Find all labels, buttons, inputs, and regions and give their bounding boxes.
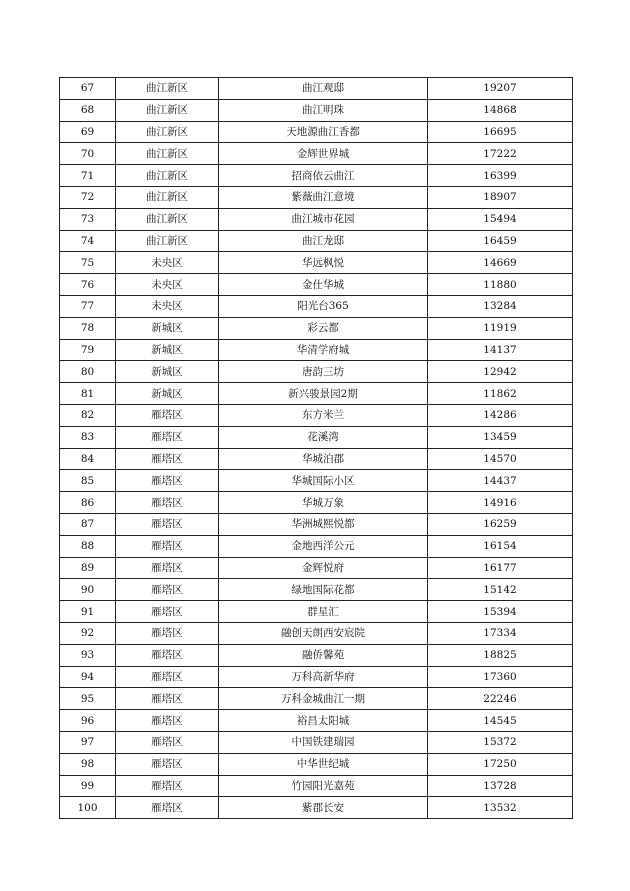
project-name-cell: 金仕华城 — [219, 274, 428, 296]
row-number-cell: 95 — [60, 688, 116, 710]
district-cell: 雁塔区 — [116, 404, 219, 426]
price-cell: 17250 — [428, 753, 573, 775]
price-cell: 14916 — [428, 492, 573, 514]
table-row — [60, 143, 573, 165]
row-number-cell: 68 — [60, 99, 116, 121]
row-number-cell: 78 — [60, 317, 116, 339]
project-name-cell: 曲江观邸 — [219, 78, 428, 100]
project-name-cell: 紫薇曲江意境 — [219, 186, 428, 208]
project-name-cell: 花溪湾 — [219, 426, 428, 448]
row-number-cell: 85 — [60, 470, 116, 492]
row-number-cell: 82 — [60, 404, 116, 426]
project-name-cell: 中华世纪城 — [219, 753, 428, 775]
row-number-cell: 83 — [60, 426, 116, 448]
price-cell: 16154 — [428, 535, 573, 557]
row-number-cell: 69 — [60, 121, 116, 143]
row-number-cell: 74 — [60, 230, 116, 252]
district-cell: 未央区 — [116, 252, 219, 274]
district-cell: 雁塔区 — [116, 731, 219, 753]
district-cell: 雁塔区 — [116, 688, 219, 710]
table-row — [60, 274, 573, 296]
table-row — [60, 317, 573, 339]
table-row — [60, 383, 573, 405]
price-cell: 14570 — [428, 448, 573, 470]
table-row — [60, 165, 573, 187]
project-name-cell: 曲江龙邸 — [219, 230, 428, 252]
row-number-cell: 86 — [60, 492, 116, 514]
table-row — [60, 731, 573, 753]
row-number-cell: 87 — [60, 513, 116, 535]
price-cell: 17334 — [428, 622, 573, 644]
table-row — [60, 775, 573, 797]
district-cell: 雁塔区 — [116, 579, 219, 601]
price-cell: 19207 — [428, 78, 573, 100]
row-number-cell: 70 — [60, 143, 116, 165]
table-row — [60, 688, 573, 710]
project-name-cell: 紫郡长安 — [219, 797, 428, 819]
district-cell: 新城区 — [116, 383, 219, 405]
row-number-cell: 84 — [60, 448, 116, 470]
district-cell: 雁塔区 — [116, 666, 219, 688]
table-row — [60, 78, 573, 100]
price-cell: 17222 — [428, 143, 573, 165]
district-cell: 雁塔区 — [116, 797, 219, 819]
district-cell: 雁塔区 — [116, 448, 219, 470]
project-name-cell: 华洲城熙悦都 — [219, 513, 428, 535]
price-table — [59, 77, 573, 819]
row-number-cell: 80 — [60, 361, 116, 383]
district-cell: 雁塔区 — [116, 513, 219, 535]
district-cell: 雁塔区 — [116, 492, 219, 514]
price-cell: 16695 — [428, 121, 573, 143]
table-row — [60, 404, 573, 426]
district-cell: 曲江新区 — [116, 208, 219, 230]
price-cell: 15394 — [428, 601, 573, 623]
project-name-cell: 阳光台365 — [219, 295, 428, 317]
project-name-cell: 金地西洋公元 — [219, 535, 428, 557]
table-row — [60, 361, 573, 383]
project-name-cell: 裕昌太阳城 — [219, 710, 428, 732]
district-cell: 曲江新区 — [116, 143, 219, 165]
price-cell: 14286 — [428, 404, 573, 426]
project-name-cell: 万科高新华府 — [219, 666, 428, 688]
price-cell: 11880 — [428, 274, 573, 296]
row-number-cell: 79 — [60, 339, 116, 361]
table-row — [60, 644, 573, 666]
row-number-cell: 77 — [60, 295, 116, 317]
table-row — [60, 230, 573, 252]
row-number-cell: 100 — [60, 797, 116, 819]
district-cell: 曲江新区 — [116, 99, 219, 121]
project-name-cell: 群星汇 — [219, 601, 428, 623]
table-body — [60, 78, 573, 819]
district-cell: 雁塔区 — [116, 710, 219, 732]
project-name-cell: 新兴骏景园2期 — [219, 383, 428, 405]
district-cell: 雁塔区 — [116, 601, 219, 623]
district-cell: 曲江新区 — [116, 186, 219, 208]
project-name-cell: 华城国际小区 — [219, 470, 428, 492]
price-cell: 14669 — [428, 252, 573, 274]
project-name-cell: 融创天朗西安宸院 — [219, 622, 428, 644]
row-number-cell: 72 — [60, 186, 116, 208]
table-row — [60, 295, 573, 317]
project-name-cell: 中国铁建瑞园 — [219, 731, 428, 753]
price-cell: 12942 — [428, 361, 573, 383]
row-number-cell: 98 — [60, 753, 116, 775]
row-number-cell: 90 — [60, 579, 116, 601]
table-row — [60, 797, 573, 819]
project-name-cell: 华城万象 — [219, 492, 428, 514]
price-cell: 22246 — [428, 688, 573, 710]
project-name-cell: 金辉悦府 — [219, 557, 428, 579]
price-cell: 13532 — [428, 797, 573, 819]
project-name-cell: 华清学府城 — [219, 339, 428, 361]
table-row — [60, 492, 573, 514]
document-page — [59, 77, 572, 819]
price-cell: 16259 — [428, 513, 573, 535]
district-cell: 曲江新区 — [116, 230, 219, 252]
district-cell: 未央区 — [116, 274, 219, 296]
project-name-cell: 招商依云曲江 — [219, 165, 428, 187]
district-cell: 雁塔区 — [116, 644, 219, 666]
row-number-cell: 89 — [60, 557, 116, 579]
price-cell: 18825 — [428, 644, 573, 666]
row-number-cell: 94 — [60, 666, 116, 688]
table-row — [60, 339, 573, 361]
table-row — [60, 753, 573, 775]
district-cell: 新城区 — [116, 317, 219, 339]
project-name-cell: 万科金城曲江一期 — [219, 688, 428, 710]
table-row — [60, 426, 573, 448]
price-cell: 13728 — [428, 775, 573, 797]
district-cell: 雁塔区 — [116, 775, 219, 797]
district-cell: 雁塔区 — [116, 622, 219, 644]
district-cell: 雁塔区 — [116, 535, 219, 557]
project-name-cell: 天地源曲江香都 — [219, 121, 428, 143]
row-number-cell: 99 — [60, 775, 116, 797]
row-number-cell: 81 — [60, 383, 116, 405]
district-cell: 雁塔区 — [116, 426, 219, 448]
table-row — [60, 557, 573, 579]
district-cell: 未央区 — [116, 295, 219, 317]
table-row — [60, 622, 573, 644]
row-number-cell: 88 — [60, 535, 116, 557]
district-cell: 曲江新区 — [116, 121, 219, 143]
district-cell: 曲江新区 — [116, 78, 219, 100]
table-row — [60, 186, 573, 208]
price-cell: 14437 — [428, 470, 573, 492]
price-cell: 18907 — [428, 186, 573, 208]
project-name-cell: 华远枫悦 — [219, 252, 428, 274]
price-cell: 15142 — [428, 579, 573, 601]
project-name-cell: 曲江明珠 — [219, 99, 428, 121]
table-row — [60, 579, 573, 601]
price-cell: 16459 — [428, 230, 573, 252]
price-cell: 14868 — [428, 99, 573, 121]
price-cell: 17360 — [428, 666, 573, 688]
project-name-cell: 彩云都 — [219, 317, 428, 339]
row-number-cell: 93 — [60, 644, 116, 666]
row-number-cell: 96 — [60, 710, 116, 732]
price-cell: 16177 — [428, 557, 573, 579]
project-name-cell: 绿地国际花都 — [219, 579, 428, 601]
district-cell: 雁塔区 — [116, 753, 219, 775]
district-cell: 新城区 — [116, 361, 219, 383]
district-cell: 雁塔区 — [116, 557, 219, 579]
project-name-cell: 东方米兰 — [219, 404, 428, 426]
project-name-cell: 融侨馨苑 — [219, 644, 428, 666]
district-cell: 曲江新区 — [116, 165, 219, 187]
price-cell: 14545 — [428, 710, 573, 732]
price-cell: 14137 — [428, 339, 573, 361]
price-cell: 16399 — [428, 165, 573, 187]
row-number-cell: 76 — [60, 274, 116, 296]
table-row — [60, 252, 573, 274]
table-row — [60, 121, 573, 143]
price-cell: 11919 — [428, 317, 573, 339]
price-cell: 13459 — [428, 426, 573, 448]
row-number-cell: 73 — [60, 208, 116, 230]
table-row — [60, 710, 573, 732]
row-number-cell: 97 — [60, 731, 116, 753]
price-cell: 15372 — [428, 731, 573, 753]
table-row — [60, 448, 573, 470]
price-cell: 15494 — [428, 208, 573, 230]
price-cell: 11862 — [428, 383, 573, 405]
row-number-cell: 92 — [60, 622, 116, 644]
row-number-cell: 91 — [60, 601, 116, 623]
project-name-cell: 金辉世界城 — [219, 143, 428, 165]
project-name-cell: 曲江城市花园 — [219, 208, 428, 230]
project-name-cell: 华城泊郡 — [219, 448, 428, 470]
project-name-cell: 竹园阳光嘉苑 — [219, 775, 428, 797]
row-number-cell: 67 — [60, 78, 116, 100]
district-cell: 新城区 — [116, 339, 219, 361]
project-name-cell: 唐韵三坊 — [219, 361, 428, 383]
table-row — [60, 470, 573, 492]
table-row — [60, 513, 573, 535]
row-number-cell: 75 — [60, 252, 116, 274]
table-row — [60, 208, 573, 230]
price-cell: 13284 — [428, 295, 573, 317]
table-row — [60, 535, 573, 557]
table-row — [60, 666, 573, 688]
row-number-cell: 71 — [60, 165, 116, 187]
table-row — [60, 99, 573, 121]
district-cell: 雁塔区 — [116, 470, 219, 492]
table-row — [60, 601, 573, 623]
